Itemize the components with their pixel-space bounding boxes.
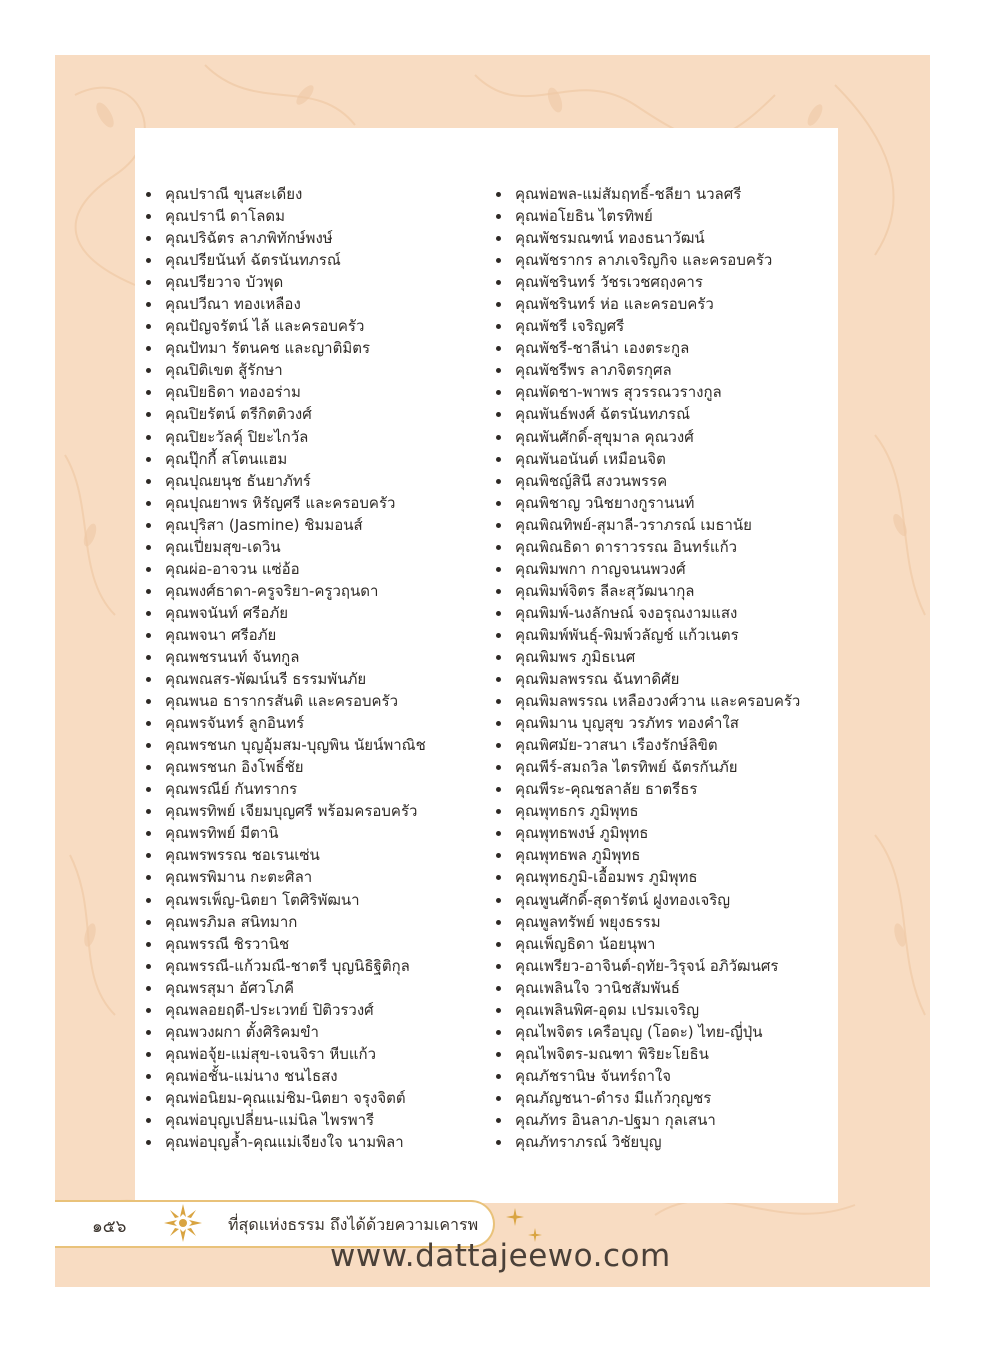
left-name-list — [143, 183, 483, 1153]
list-item: คุณพ่อจุ้ย-แม่สุข-เจนจิรา หีบแก้ว — [143, 1043, 483, 1065]
list-item: คุณพรจันทร์ ลูกอินทร์ — [143, 712, 483, 734]
list-item: คุณปรียวาจ บัวพุด — [143, 271, 483, 293]
list-item: คุณปุณยนุช ธันยาภัทร์ — [143, 470, 483, 492]
list-item: คุณพันอนันต์ เหมือนจิต — [493, 448, 838, 470]
list-item: คุณพรทิพย์ เจียมบุญศรี พร้อมครอบครัว — [143, 800, 483, 822]
list-item: คุณพิมลพรรณ เหลืองวงศ์วาน และครอบครัว — [493, 690, 838, 712]
list-item: คุณพันศักดิ์-สุขุมาล คุณวงศ์ — [493, 426, 838, 448]
list-item: คุณพชรนนท์ จันทกูล — [143, 646, 483, 668]
list-item: คุณพรทิพย์ มีตานิ — [143, 822, 483, 844]
list-item: คุณพลอยฤดี-ประเวทย์ ปิติวรวงศ์ — [143, 999, 483, 1021]
list-item: คุณพจนันท์ ศรีอภัย — [143, 602, 483, 624]
list-item: คุณพรเพ็ญ-นิตยา โตศิริพัฒนา — [143, 889, 483, 911]
list-item: คุณพรรณี-แก้วมณี-ชาตรี บุญนิธิฐิติกุล — [143, 955, 483, 977]
list-item: คุณพ่อบุญล้ำ-คุณแม่เจียงใจ นามพิลา — [143, 1131, 483, 1153]
flower-ornament-icon — [160, 1200, 206, 1246]
list-item: คุณพรพิมาน กะตะศิลา — [143, 866, 483, 888]
list-item: คุณเพลินใจ วานิชสัมพันธ์ — [493, 977, 838, 999]
website-url: www.dattajeewo.com — [330, 1238, 671, 1274]
list-item: คุณปุ๊กกี้ สโตนแฮม — [143, 448, 483, 470]
list-item: คุณพิมพ์-นงลักษณ์ จงอรุณงามแสง — [493, 602, 838, 624]
list-item: คุณพรชนก อิงโพธิ์ชัย — [143, 756, 483, 778]
list-item: คุณปิยธิดา ทองอร่าม — [143, 381, 483, 403]
list-item: คุณพิณธิดา ดาราวรรณ อินทร์แก้ว — [493, 536, 838, 558]
list-item: คุณพิชญ์สินี สงวนพรรค — [493, 470, 838, 492]
list-item: คุณพูนศักดิ์-สุดารัตน์ ฝูงทองเจริญ — [493, 889, 838, 911]
list-item: คุณพนอ ธารากรสันติ และครอบครัว — [143, 690, 483, 712]
list-item: คุณพีร์-สมถวิล ไตรทิพย์ ฉัตรกันภัย — [493, 756, 838, 778]
list-item: คุณพ่อชั้น-แม่นาง ชนไธสง — [143, 1065, 483, 1087]
list-item: คุณพัชรากร ลาภเจริญกิจ และครอบครัว — [493, 249, 838, 271]
sparkle-icon — [506, 1208, 524, 1226]
list-item: คุณปุริสา (Jasmine) ชิมมอนส์ — [143, 514, 483, 536]
list-item: คุณผ่อ-อาจวน แซ่อ้อ — [143, 558, 483, 580]
list-item: คุณพัชรมณฑน์ ทองธนาวัฒน์ — [493, 227, 838, 249]
list-item: คุณปวีณา ทองเหลือง — [143, 293, 483, 315]
list-item: คุณพิศมัย-วาสนา เรืองรักษ์ลิขิต — [493, 734, 838, 756]
list-item: คุณปัทมา รัตนคช และญาติมิตร — [143, 337, 483, 359]
list-item: คุณพจนา ศรีอภัย — [143, 624, 483, 646]
list-item: คุณพุทธภูมิ-เอื้อมพร ภูมิพุทธ — [493, 866, 838, 888]
list-item: คุณพิมลพรรณ ฉันทาดิศัย — [493, 668, 838, 690]
list-item: คุณพณสร-พัฒน์นรี ธรรมพันภัย — [143, 668, 483, 690]
list-item: คุณเพ็ญธิดา น้อยนุพา — [493, 933, 838, 955]
list-item: คุณพรสุมา อัศวโภคี — [143, 977, 483, 999]
list-item: คุณพีระ-คุณชลาลัย ธาตรีธร — [493, 778, 838, 800]
list-item: คุณพ่อบุญเปลี่ยน-แม่นิล ไพรพารี — [143, 1109, 483, 1131]
list-item: คุณเปี่ยมสุข-เดวิน — [143, 536, 483, 558]
list-item: คุณพันธ์พงศ์ ฉัตรนันทภรณ์ — [493, 403, 838, 425]
list-item: คุณพิชาญ วนิชยางกูรานนท์ — [493, 492, 838, 514]
list-item: คุณปราณี ขุนสะเดียง — [143, 183, 483, 205]
list-item: คุณพิณทิพย์-สุมาลี-วราภรณ์ เมธานัย — [493, 514, 838, 536]
list-item: คุณพัดชา-พาพร สุวรรณวรางกูล — [493, 381, 838, 403]
list-item: คุณพรภิมล สนิทมาก — [143, 911, 483, 933]
page-number: ๑๕๖ — [92, 1217, 127, 1237]
list-item: คุณพูลทรัพย์ พยุงธรรม — [493, 911, 838, 933]
list-item: คุณพุทธพล ภูมิพุทธ — [493, 844, 838, 866]
list-item: คุณพัชรี เจริญศรี — [493, 315, 838, 337]
list-item: คุณพิมพ์พันธุ์-พิมพ์วลัญช์ แก้วเนตร — [493, 624, 838, 646]
list-item: คุณพ่อโยธิน ไตรทิพย์ — [493, 205, 838, 227]
list-item: คุณปุณยาพร หิรัญศรี และครอบครัว — [143, 492, 483, 514]
footer-tagline: ที่สุดแห่งธรรม ถึงได้ด้วยความเคารพ — [228, 1215, 479, 1234]
list-item: คุณปัญจรัตน์ ไล้ และครอบครัว — [143, 315, 483, 337]
list-item: คุณปรานี ดาโลดม — [143, 205, 483, 227]
list-item: คุณพ่อนิยม-คุณแม่ชิม-นิตยา จรุงจิตต์ — [143, 1087, 483, 1109]
list-item: คุณพัชรินทร์ วัชรเวชศฤงคาร — [493, 271, 838, 293]
list-item: คุณไพจิตร เครือบุญ (โอดะ) ไทย-ญี่ปุ่น — [493, 1021, 838, 1043]
list-item: คุณภัทราภรณ์ วิชัยบุญ — [493, 1131, 838, 1153]
list-item: คุณพัชรีพร ลาภจิตรกุศล — [493, 359, 838, 381]
list-item: คุณพิมพกา กาญจนนพวงศ์ — [493, 558, 838, 580]
list-item: คุณปริฉัตร ลาภพิทักษ์พงษ์ — [143, 227, 483, 249]
list-item: คุณพัชรินทร์ ห่อ และครอบครัว — [493, 293, 838, 315]
content-panel — [135, 128, 838, 1203]
list-item: คุณปรียนันท์ ฉัตรนันทภรณ์ — [143, 249, 483, 271]
list-item: คุณภัทร อินลาภ-ปฐมา กุลเสนา — [493, 1109, 838, 1131]
list-item: คุณพัชรี-ชาลีน่า เองตระกูล — [493, 337, 838, 359]
list-item: คุณพิมพ์จิตร ลีละสุวัฒนากุล — [493, 580, 838, 602]
list-item: คุณพรชนก บุญอุ้มสม-บุญพิน นัยน์พาณิช — [143, 734, 483, 756]
list-item: คุณปิยะวัลคุ์ ปิยะไกวัล — [143, 426, 483, 448]
list-item: คุณพิมพร ภูมิธเนศ — [493, 646, 838, 668]
list-item: คุณภัชรานิษ จันทร์ถาใจ — [493, 1065, 838, 1087]
list-item: คุณพ่อพล-แม่สัมฤทธิ์-ชลียา นวลศรี — [493, 183, 838, 205]
list-item: คุณพรณีย์ กันทรากร — [143, 778, 483, 800]
list-item: คุณภัญชนา-ดำรง มีแก้วกุญชร — [493, 1087, 838, 1109]
list-item: คุณพรรณี ชิรวานิช — [143, 933, 483, 955]
list-item: คุณพิมาน บุญสุข วรภัทร ทองคำใส — [493, 712, 838, 734]
list-item: คุณไพจิตร-มณฑา พิริยะโยธิน — [493, 1043, 838, 1065]
list-item: คุณพุทธพงษ์ ภูมิพุทธ — [493, 822, 838, 844]
list-item: คุณพวงผกา ตั้งศิริคมขำ — [143, 1021, 483, 1043]
right-name-list — [493, 183, 838, 1153]
list-item: คุณปิติเขต สู้รักษา — [143, 359, 483, 381]
list-item: คุณเพลินพิศ-อุดม เปรมเจริญ — [493, 999, 838, 1021]
page-frame — [55, 55, 930, 1287]
list-item: คุณพุทธกร ภูมิพุทธ — [493, 800, 838, 822]
list-item: คุณพรพรรณ ชอเรนเซ่น — [143, 844, 483, 866]
list-item: คุณเพรียว-อาจินต์-ฤทัย-วิรุจน์ อภิวัฒนศร — [493, 955, 838, 977]
list-item: คุณพงศ์ธาดา-ครูจริยา-ครูวฤนดา — [143, 580, 483, 602]
list-item: คุณปิยรัตน์ ตรีกิตติวงศ์ — [143, 403, 483, 425]
